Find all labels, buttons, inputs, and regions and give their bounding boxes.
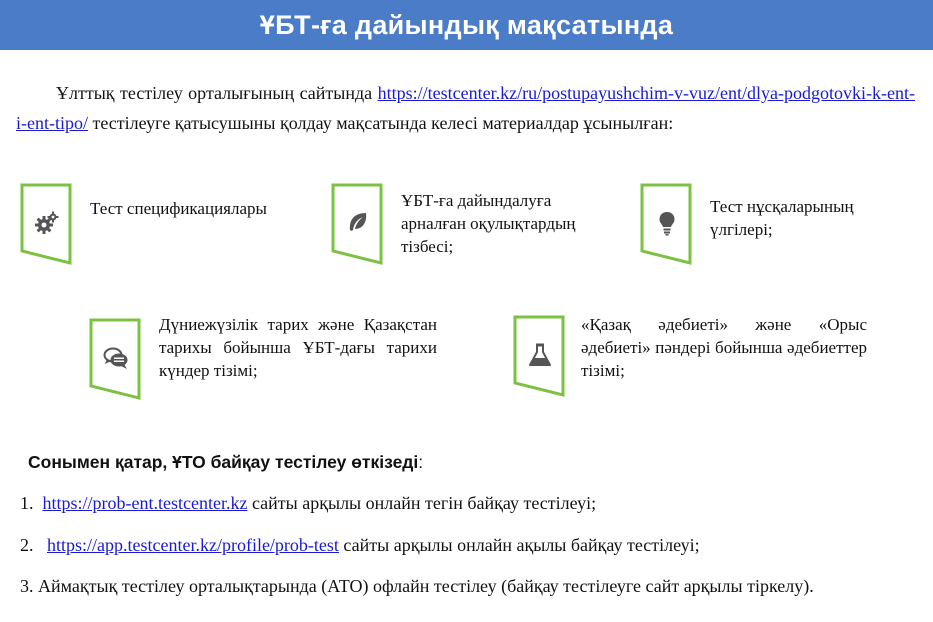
testcenter-link[interactable]: https://testcenter.kz/ru/postupayushchim-v-vuz/ent/dlya-podgotovki-k-ent-i-ent-tipo/ (16, 83, 915, 133)
practice-heading-text: Сонымен қатар, ҰТО байқау тестілеу өткізеді (28, 452, 419, 472)
intro-text-before: Ұлттық тестілеу орталығының сайтында (56, 83, 378, 103)
practice-heading-colon: : (418, 452, 424, 472)
card-text: Тест нұсқаларының үлгілері; (710, 197, 854, 239)
card-frame (20, 183, 72, 265)
list-item-text: сайты арқылы онлайн тегін байқау тестілеуі; (247, 493, 597, 513)
list-item (20, 491, 596, 515)
lightbulb-icon (654, 210, 680, 236)
chat-bubbles-icon (103, 345, 129, 371)
card-text: «Қазақ әдебиеті» және «Орыс әдебиеті» пәндері бойынша әдебиеттер тізімі; (581, 315, 867, 380)
list-item (20, 533, 700, 557)
page-title: ҰБТ-ға дайындық мақсатында (259, 10, 674, 40)
list-item-number: 2. (20, 535, 34, 555)
card-frame (331, 183, 383, 265)
intro-paragraph (16, 78, 915, 138)
intro-text-after: тестілеуге қатысушыны қолдау мақсатында келесі материалдар ұсынылған: (87, 113, 674, 133)
list-item (20, 574, 814, 598)
list-item-number: 3. (20, 576, 34, 596)
card-frame (640, 183, 692, 265)
list-item-text: Аймақтық тестілеу орталықтарында (АТО) офлайн тестілеу (байқау тестілеуге сайт арқылы тіркелу). (38, 576, 814, 596)
leaf-icon (345, 210, 371, 236)
card-text: Тест спецификациялары (90, 199, 267, 218)
card-text: Дүниежүзілік тарих және Қазақстан тарихы бойынша ҰБТ-дағы тарихи күндер тізімі; (159, 315, 437, 380)
card-frame (89, 318, 141, 400)
page-title-banner (0, 0, 933, 50)
gears-icon (34, 210, 60, 236)
card-text: ҰБТ-ға дайындалуға арналған оқулықтардың тізбесі; (401, 191, 576, 256)
flask-icon (527, 342, 553, 368)
list-item-number: 1. (20, 493, 34, 513)
list-item-text: сайты арқылы онлайн ақылы байқау тестілеуі; (338, 535, 700, 555)
prob-ent-link[interactable]: https://prob-ent.testcenter.kz (42, 493, 248, 513)
prob-test-link[interactable]: https://app.testcenter.kz/profile/prob-test (47, 535, 339, 555)
card-frame (513, 315, 565, 397)
practice-heading (28, 452, 423, 473)
